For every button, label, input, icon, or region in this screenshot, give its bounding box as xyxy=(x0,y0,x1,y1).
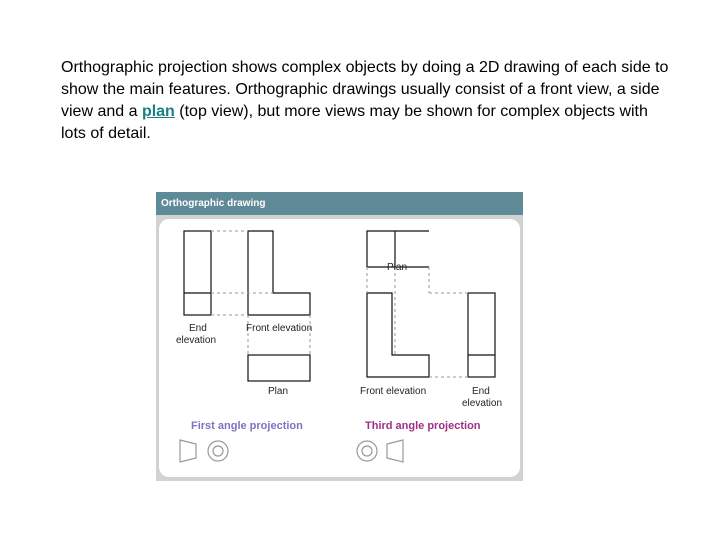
first-angle-front-label: Front elevation xyxy=(246,323,313,334)
third-angle-cone-icon xyxy=(387,440,403,462)
third-angle-caption: Third angle projection xyxy=(365,420,481,432)
orthographic-figure xyxy=(156,192,523,481)
first-angle-circle-icon xyxy=(208,441,228,461)
first-angle-front-elevation xyxy=(248,231,310,315)
first-angle-end-elevation xyxy=(184,231,211,315)
third-angle-circle-icon xyxy=(357,441,377,461)
first-angle-plan xyxy=(248,355,310,381)
first-angle-cone-icon xyxy=(180,440,196,462)
third-angle-front-label: Front elevation xyxy=(360,386,427,397)
intro-paragraph xyxy=(61,57,671,145)
third-angle-end-label: End xyxy=(472,386,490,397)
figure-title: Orthographic drawing xyxy=(156,192,523,215)
third-angle-end-elevation xyxy=(468,293,495,377)
intro-text-before: Orthographic projection shows complex objects by doing a 2D drawing of each side to show the main features. Orthographic drawings usually consist of a front view, a side view and a xyxy=(61,59,669,120)
first-angle-elevation-label: elevation xyxy=(176,335,217,346)
first-angle-plan-label: Plan xyxy=(268,386,289,397)
plan-link[interactable]: plan xyxy=(141,103,175,120)
third-angle-elevation-label: elevation xyxy=(462,398,503,409)
third-angle-plan-label: Plan xyxy=(387,262,408,273)
first-angle-caption: First angle projection xyxy=(191,420,303,432)
first-angle-end-label: End xyxy=(189,323,207,334)
third-angle-front-elevation xyxy=(367,293,429,377)
intro-text-after: (top view), but more views may be shown for complex objects with lots of detail. xyxy=(61,103,648,142)
